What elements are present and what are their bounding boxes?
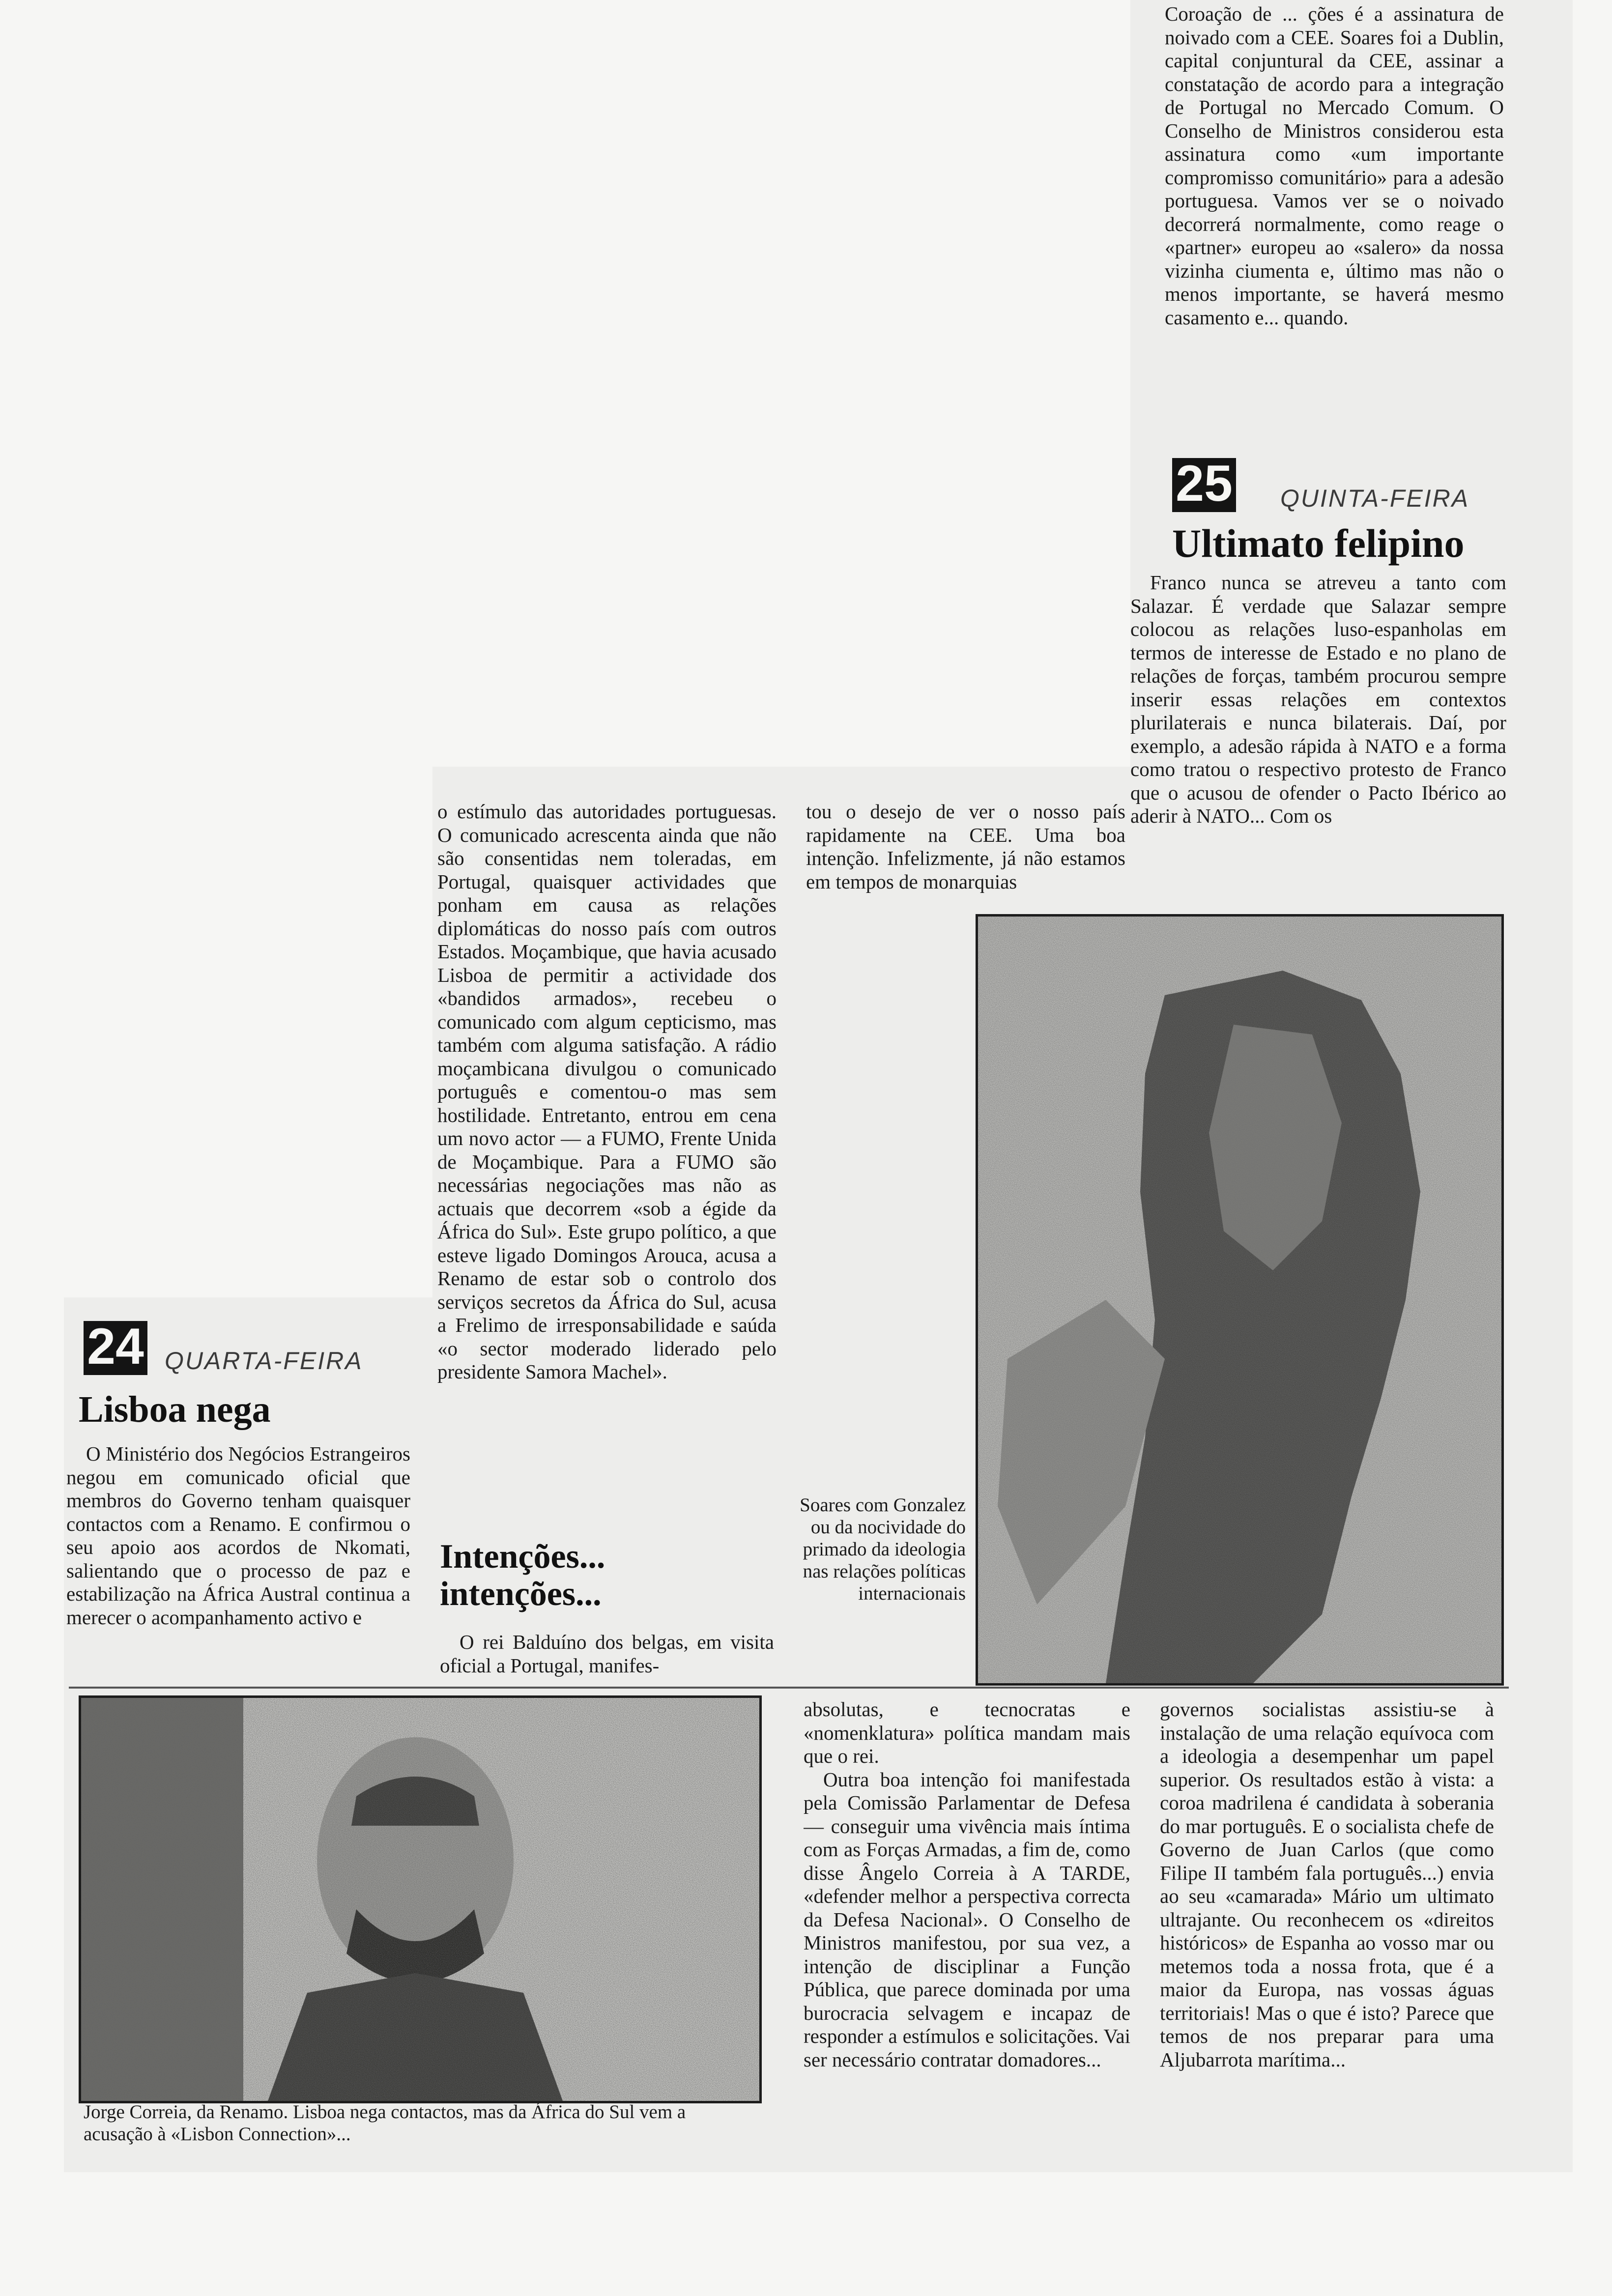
horizontal-divider [69,1687,1509,1689]
bottom-right-paragraph: governos socialistas assistiu-se à instalação de uma relação equívoca com a ideologia a desempenhar um papel superior. Os resultados estão à vista: a coroa madrilena é candidata à soberania do mar português. E o socialista chefe de Governo de Juan Carlos (que como Filipe II também fala português...) envia ao seu «camarada» Mário um ultimato ultrajante. Ou reconhecem os «direitos históricos» de Espanha ao vosso mar ou metemos toda a nossa frota, que é a maior da Europa, nas vossas águas territoriais! Mas o que é isto? Parece que temos de nos preparar para uma Aljubarrota marítima... [1160,1698,1494,2071]
photo-soares-gonzalez [976,914,1504,1686]
article-bottom-middle [804,1698,1130,2135]
headline-lisboa-nega: Lisboa nega [79,1389,271,1430]
headline-intencoes [440,1538,745,1613]
day-label-quinta-feira: QUINTA-FEIRA [1280,485,1470,512]
article-bottom-right [1160,1698,1494,2135]
article-intencoes-body [440,1631,774,1680]
article-ultimato-body [1130,571,1506,905]
intencoes-paragraph: O rei Balduíno dos belgas, em visita oficial a Portugal, manifes- [440,1631,774,1677]
continuation-paragraph: Coroação de ... ções é a assinatura de noivado com a CEE. Soares foi a Dublin, capital conjuntural da CEE, assinar a constatação de acordo para a integração de Portugal no Mercado Comum. O Conselho de Ministros considerou esta assinatura como «um importante compromisso comunitário» para a adesão portuguesa. Vamos ver se o noivado decorrerá normalmente, como reage o «partner» europeu ao «salero» da nossa vizinha ciumenta e, último mas não o menos importante, se haverá mesmo casamento e... quando. [1165,2,1504,329]
center-column-2 [806,800,1125,903]
headline-intencoes-line-2: intenções... [440,1575,602,1613]
bottom-mid-paragraph-2: Outra boa intenção foi manifestada pela Comissão Parlamentar de Defesa — conseguir uma vivência mais íntima com as Forças Armadas, a fim de, como disse Ângelo Correia à A TARDE, «defender melhor a perspectiva correcta da Defesa Nacional». O Conselho de Ministros manifestou, por sua vez, a intenção de disciplinar a Função Pública, que parece dominada por uma burocracia selvagem e incapaz de responder a estímulos e solicitações. Vai ser necessário contratar domadores... [804,1768,1130,2071]
photo-jorge-correia-image [81,1698,759,2101]
article-lisboa-nega-body [66,1442,410,1678]
center-paragraph: o estímulo das autoridades portuguesas. O comunicado acrescenta ainda que não são consentidas nem toleradas, em Portugal, quaisquer actividades que ponham em causa as relações diplomáticas do nosso país com outros Estados. Moçambique, que havia acusado Lisboa de permitir a actividade dos «bandidos armados», recebeu o comunicado com algum cepticismo, mas também com alguma satisfação. A rádio moçambicana divulgou o comunicado português e comentou-o mas sem hostilidade. Entretanto, entrou em cena um novo actor — a FUMO, Frente Unida de Moçambique. Para a FUMO são necessárias negociações mas não as actuais que decorrem «sob a égide da África do Sul». Este grupo político, a que esteve ligado Domingos Arouca, acusa a Renamo de estar sob o controlo dos serviços secretos da África do Sul, acusa a Frelimo de irresponsabilidade e saúda «o sector moderado liderado pelo presidente Samora Machel». [437,800,777,1383]
day-number-badge-25: 25 [1172,458,1236,512]
bottom-mid-paragraph-1: absolutas, e tecnocratas e «nomenklatura» política mandam mais que o rei. [804,1698,1130,1767]
day-number-badge-24: 24 [84,1321,147,1375]
headline-intencoes-line-1: Intenções... [440,1538,605,1576]
caption-jorge-correia: Jorge Correia, da Renamo. Lisboa nega contactos, mas da África do Sul vem a acusação à «Lisbon Connection»... [84,2101,686,2145]
article-continuation-top [1165,2,1504,410]
caption-soares-gonzalez: Soares com Gonzalez ou da nocividade do primado da ideologia nas relações políticas internacionais [800,1494,966,1604]
headline-ultimato-felipino: Ultimato felipino [1172,521,1465,566]
center-column-1 [437,800,777,1513]
center-paragraph-2: tou o desejo de ver o nosso país rapidamente na CEE. Uma boa intenção. Infelizmente, já não estamos em tempos de monarquias [806,800,1125,893]
photo-soares-gonzalez-image [978,917,1501,1683]
ultimato-paragraph: Franco nunca se atreveu a tanto com Salazar. É verdade que Salazar sempre colocou as relações luso-espanholas em termos de interesse de Estado e no plano de relações de forças, também procurou sempre inserir essas relações em contextos plurilaterais e nunca bilaterais. Daí, por exemplo, a adesão rápida à NATO e a forma como tratou o respectivo protesto de Franco que o acusou de ofender o Pacto Ibérico ao aderir à NATO... Com os [1130,571,1506,827]
lisboa-nega-paragraph: O Ministério dos Negócios Estrangeiros negou em comunicado oficial que membros do Governo tenham quaisquer contactos com a Renamo. E confirmou o seu apoio aos acordos de Nkomati, salientando que o processo de paz e estabilização na África Austral continua a merecer o acompanhamento activo e [66,1442,410,1629]
day-label-quarta-feira: QUARTA-FEIRA [165,1347,363,1375]
photo-jorge-correia [79,1695,762,2103]
